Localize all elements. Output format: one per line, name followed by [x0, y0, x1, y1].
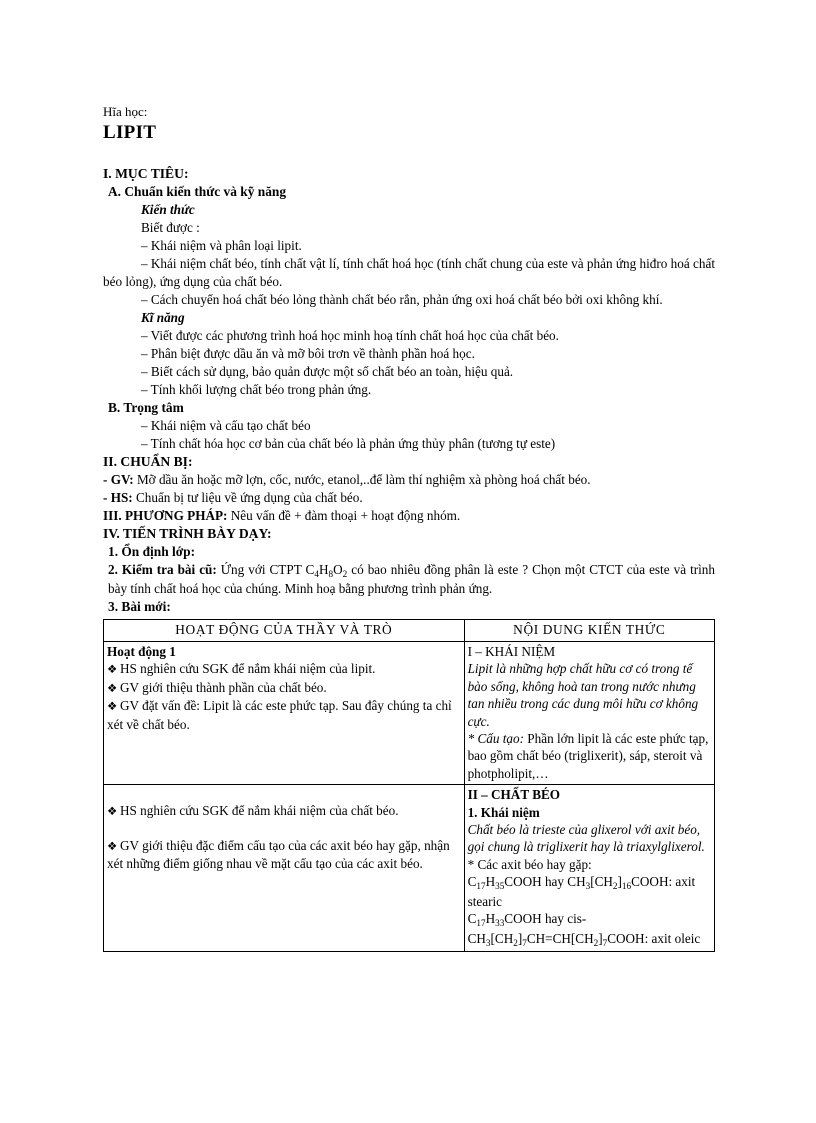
formula-sub: 7	[602, 937, 608, 948]
lesson-table	[103, 619, 715, 952]
formula-part: ]	[598, 930, 603, 946]
diamond-bullet-icon: ❖	[107, 699, 118, 714]
step-review	[103, 561, 715, 598]
formula-sub: 4	[314, 569, 319, 579]
formula-sub: 17	[476, 918, 486, 929]
formula-part: CH	[467, 930, 486, 946]
formula-part: COOH hay cis-	[504, 911, 587, 927]
formula-part: H	[485, 874, 496, 890]
formula-sub: 16	[621, 881, 632, 892]
table-header-activities: HOẠT ĐỘNG CỦA THẦY VÀ TRÒ	[104, 620, 465, 642]
cell-spacer	[107, 821, 461, 837]
activity-bullet	[107, 802, 461, 820]
activity-bullet	[107, 837, 461, 873]
knowledge-heading-1: I – KHÁI NIỆM	[467, 644, 556, 659]
step-new-lesson: 3. Bài mới:	[108, 599, 171, 614]
step-review-text-d: có bao nhiêu đồng phân là este ? Chọn một CTCT của este và trình bày tính chất hoá học của chúng. Minh hoạ bằng phương trình phản ứng.	[108, 562, 715, 596]
structure-text: Phần lớn lipit là các este phức tạp, bao gồm chất béo (triglixerit), sáp, steroit và photpholipit,…	[467, 731, 709, 781]
preparation-student-text: Chuẩn bị tư liệu về ứng dụng của chất béo.	[132, 490, 363, 505]
diamond-bullet-icon: ❖	[107, 662, 118, 677]
method-heading	[103, 507, 715, 525]
activities-cell-1	[104, 642, 465, 785]
method-label: III. PHƯƠNG PHÁP:	[103, 508, 228, 523]
knowledge-heading: Kiến thức	[141, 202, 195, 217]
step-review-text-c: O	[333, 562, 343, 577]
formula-part: [CH	[490, 930, 514, 946]
section-a-heading: A. Chuẩn kiến thức và kỹ năng	[108, 184, 287, 199]
knowledge-cell-2	[464, 785, 714, 952]
table-row	[104, 642, 715, 785]
structure-label: * Cấu tạo:	[467, 731, 524, 747]
formula-part: COOH: axit oleic	[607, 930, 701, 946]
formula-part: C	[467, 874, 477, 890]
knowledge-heading-2: II – CHẤT BÉO	[467, 787, 561, 803]
formula-part: CH=CH[CH	[526, 930, 594, 946]
activity-bullet-text: GV giới thiệu đặc điểm cấu tạo của các axit béo hay gặp, nhận xét những điểm giống nhau về mặt cấu tạo của các axit béo.	[107, 837, 450, 872]
cell-spacer	[107, 786, 461, 802]
skills-item: – Tính khối lượng chất béo trong phản ứng.	[141, 382, 372, 397]
activity-bullet-text: HS nghiên cứu SGK để nắm khái niệm của chất béo.	[120, 803, 399, 819]
acids-label: * Các axit béo hay gặp:	[467, 856, 592, 872]
formula-part: ]	[517, 930, 523, 946]
formula-part: COOH hay CH	[504, 874, 586, 890]
formula-part: H	[485, 911, 496, 927]
activity-bullet-text: GV giới thiệu thành phần của chất béo.	[120, 679, 327, 695]
formula-sub: 7	[522, 937, 527, 948]
step-review-text-b: H	[318, 562, 329, 577]
activity-bullet-text: GV đặt vấn đề: Lipit là các este phức tạp. Sau đây chúng ta chỉ xét về chất béo.	[107, 698, 452, 732]
formula-part: [CH	[590, 874, 613, 890]
focus-item: – Tính chất hóa học cơ bản của chất béo là phản ứng thủy phân (tương tự este)	[141, 436, 556, 451]
document-content	[103, 104, 715, 952]
formula-sub: 33	[495, 918, 505, 929]
knowledge-item: – Cách chuyển hoá chất béo lỏng thành chất béo rắn, phản ứng oxi hoá chất béo bởi oxi không khí.	[141, 292, 663, 307]
formula-part: COOH: axit stearic	[467, 874, 696, 909]
fat-definition: Chất béo là trieste của glixerol với axit béo, gọi chung là triglixerit hay là triaxylglixerol.	[467, 822, 705, 855]
activity-bullet	[107, 660, 461, 678]
diamond-bullet-icon: ❖	[107, 804, 118, 819]
skills-item: – Biết cách sử dụng, bảo quản được một số chất béo an toàn, hiệu quả.	[141, 364, 514, 379]
formula-oleic-part2	[468, 930, 711, 949]
knowledge-item: – Khái niệm và phân loại lipit.	[141, 238, 302, 253]
preparation-student: - HS: Chuẩn bị tư liệu về ứng dụng của chất béo.	[103, 490, 363, 505]
formula-sub: 35	[495, 881, 505, 892]
formula-sub: 2	[513, 937, 518, 948]
preparation-heading: II. CHUẨN BỊ:	[103, 454, 193, 469]
process-heading: IV. TIẾN TRÌNH BÀY DẠY:	[103, 526, 272, 541]
formula-oleic-part1	[468, 910, 711, 929]
knowledge-item: – Khái niệm chất béo, tính chất vật lí, tính chất hoá học (tính chất chung của este và phản ứng hiđro hoá chất béo lỏng), ứng dụng của chất béo.	[103, 256, 715, 289]
formula-sub: 3	[585, 881, 591, 892]
skills-item: – Viết được các phương trình hoá học minh hoạ tính chất hoá học của chất béo.	[141, 328, 559, 343]
skills-item: – Phân biệt được dầu ăn và mỡ bôi trơn về thành phần hoá học.	[141, 346, 475, 361]
preparation-teacher: - GV: Mỡ dầu ăn hoặc mỡ lợn, cốc, nước, etanol,..để làm thí nghiệm xà phòng hoá chất béo.	[103, 472, 591, 487]
step-review-text-a: Ứng với CTPT C	[216, 562, 315, 577]
knowledge-intro: Biết được :	[141, 220, 200, 235]
formula-sub: 8	[328, 569, 334, 579]
diamond-bullet-icon: ❖	[107, 838, 118, 853]
formula-part: C	[467, 911, 477, 927]
knowledge-subheading-2: 1. Khái niệm	[467, 804, 540, 820]
focus-item: – Khái niệm và cấu tạo chất béo	[141, 418, 311, 433]
section-b-heading: B. Trọng tâm	[108, 400, 184, 415]
objectives-heading: I. MỤC TIÊU:	[103, 166, 189, 181]
table-header-row	[104, 620, 715, 642]
activity-title: Hoạt động 1	[107, 644, 176, 659]
table-row	[104, 785, 715, 952]
method-text: Nêu vấn đề + đàm thoại + hoạt động nhóm.	[227, 508, 461, 523]
formula-part: ]	[617, 874, 622, 890]
step-stabilize: 1. Ổn định lớp:	[108, 544, 196, 559]
page-title: LIPIT	[103, 122, 157, 143]
formula-sub: 2	[612, 881, 618, 892]
step-review-label: 2. Kiểm tra bài cũ:	[108, 562, 217, 577]
formula-stearic	[468, 873, 711, 910]
activities-cell-2	[104, 785, 465, 952]
skills-heading: Kĩ năng	[141, 310, 185, 325]
formula-sub: 17	[476, 881, 486, 892]
preparation-teacher-text: Mỡ dầu ăn hoặc mỡ lợn, cốc, nước, etanol,..để làm thí nghiệm xà phòng hoá chất béo.	[133, 472, 591, 487]
knowledge-cell-1	[464, 642, 714, 785]
formula-sub: 3	[485, 937, 491, 948]
lipit-structure	[468, 730, 711, 782]
lipit-definition: Lipit là những hợp chất hữu cơ có trong tế bào sống, không hoà tan trong nước nhưng tan nhiều trong các dung môi hữu cơ không cực.	[467, 661, 699, 729]
activity-bullet-text: HS nghiên cứu SGK để nắm khái niệm của lipit.	[120, 661, 376, 677]
course-label: Hĩa học:	[103, 104, 148, 119]
table-header-knowledge: NỘI DUNG KIẾN THỨC	[464, 620, 714, 642]
diamond-bullet-icon: ❖	[107, 680, 118, 695]
formula-sub: 2	[593, 937, 599, 948]
activity-bullet	[107, 697, 461, 733]
activity-bullet	[107, 679, 461, 697]
formula-sub: 2	[342, 569, 348, 579]
